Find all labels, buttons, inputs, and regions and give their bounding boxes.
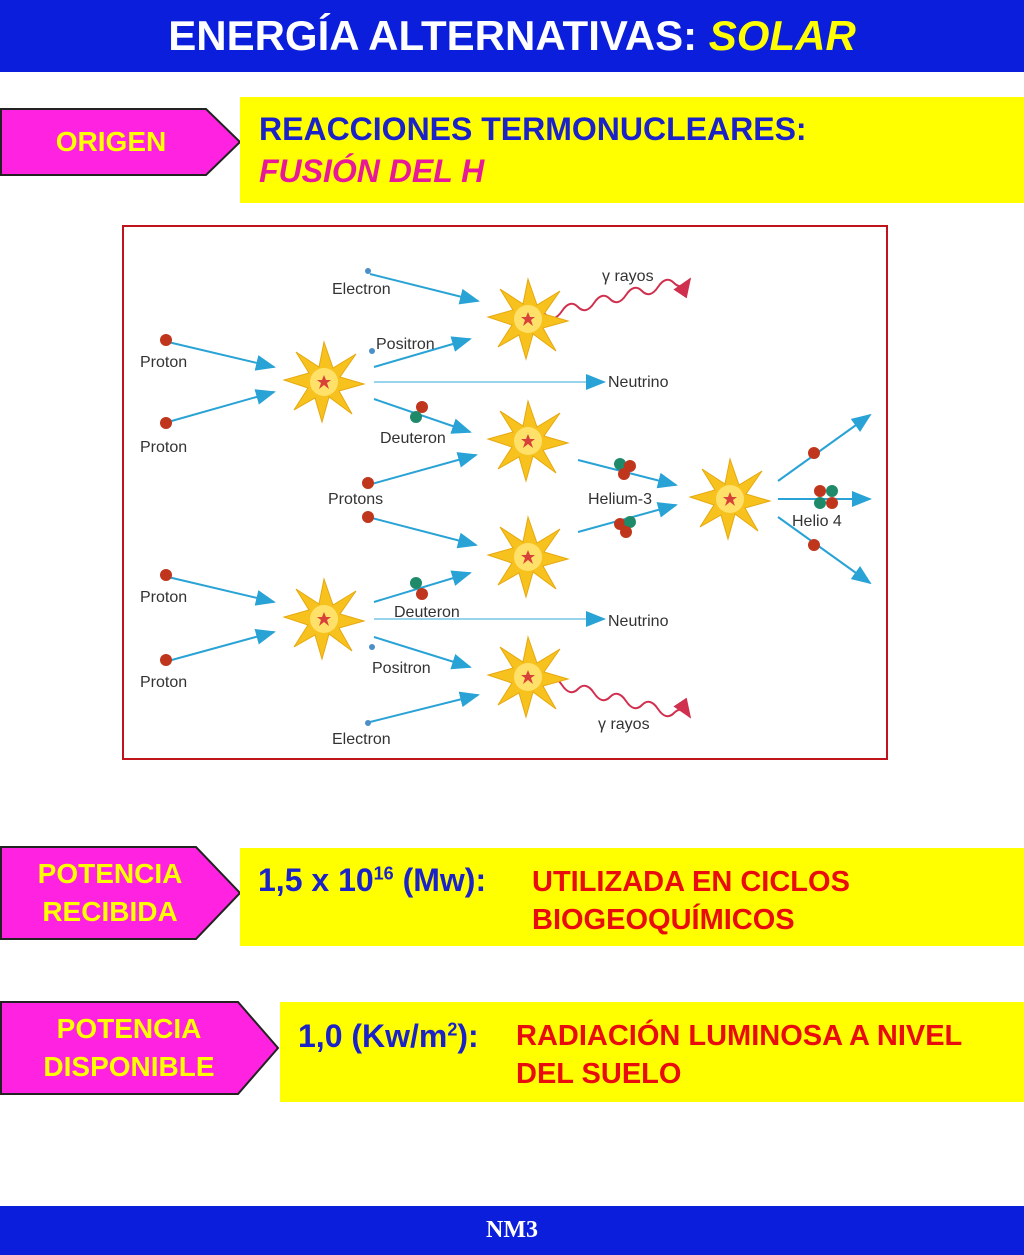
fusion-diagram: [122, 225, 888, 760]
label-proton-1: Proton: [140, 354, 188, 371]
label-positron-top: Positron: [376, 336, 435, 353]
origin-box: [240, 97, 1024, 203]
page-title: [0, 0, 1024, 72]
label-gamma-bottom: γ rayos: [598, 716, 650, 733]
potencia-recibida-value-exp: 16: [373, 863, 394, 884]
label-helium3: Helium-3: [588, 491, 653, 508]
label-positron-bottom: Positron: [372, 660, 431, 677]
origin-line2: FUSIÓN DEL H: [259, 153, 485, 189]
potencia-recibida-box: [240, 848, 1024, 946]
potencia-recibida-value-prefix: 1,5 x 10: [258, 862, 374, 898]
potencia-disponible-tag-text: [0, 1001, 258, 1095]
origin-tag-label: ORIGEN: [55, 126, 167, 157]
label-electron-top: Electron: [332, 281, 391, 298]
reaction-arrows: [168, 274, 870, 722]
label-helio4: Helio 4: [792, 513, 842, 530]
potencia-disponible-tag-line1: POTENCIA: [56, 1013, 202, 1044]
potencia-recibida-tag-text: [0, 846, 220, 940]
potencia-recibida-value-suffix: (Mw):: [393, 862, 487, 898]
title-main: ENERGÍA ALTERNATIVAS:: [168, 12, 698, 59]
label-neutrino-top: Neutrino: [608, 374, 669, 391]
origin-tag: [0, 108, 242, 176]
origin-line1: REACCIONES TERMONUCLEARES:: [259, 111, 807, 147]
label-deuteron-bottom: Deuteron: [394, 604, 460, 621]
potencia-disponible-desc-line1: RADIACIÓN LUMINOSA A NIVEL: [516, 1020, 963, 1052]
potencia-disponible-desc-line2: DEL SUELO: [516, 1058, 682, 1090]
label-neutrino-bottom: Neutrino: [608, 613, 669, 630]
label-protons: Protons: [328, 491, 384, 508]
potencia-recibida-tag-line1: POTENCIA: [37, 858, 183, 889]
potencia-disponible-box: [280, 1002, 1024, 1102]
potencia-recibida-desc-line1: UTILIZADA EN CICLOS: [532, 866, 850, 898]
potencia-disponible-value-exp: 2: [447, 1019, 458, 1040]
potencia-disponible-tag-line2: DISPONIBLE: [43, 1051, 215, 1082]
potencia-recibida-tag-line2: RECIBIDA: [42, 896, 178, 927]
label-deuteron-top: Deuteron: [380, 430, 446, 447]
potencia-recibida-desc-line2: BIOGEOQUÍMICOS: [532, 904, 795, 936]
label-proton-4: Proton: [140, 674, 188, 691]
label-proton-3: Proton: [140, 589, 188, 606]
label-gamma-top: γ rayos: [602, 268, 654, 285]
potencia-disponible-tag: [0, 1001, 280, 1095]
label-electron-bottom: Electron: [332, 731, 391, 748]
title-accent: SOLAR: [708, 12, 856, 59]
potencia-recibida-value: [258, 862, 486, 899]
potencia-disponible-value: [298, 1018, 479, 1055]
potencia-disponible-value-suffix: ):: [457, 1018, 479, 1054]
footer: [0, 1206, 1024, 1255]
label-proton-2: Proton: [140, 439, 188, 456]
footer-label: NM3: [486, 1217, 538, 1243]
potencia-recibida-tag: [0, 846, 242, 940]
fusion-diagram-svg: [124, 227, 886, 758]
potencia-disponible-value-prefix: 1,0 (Kw/m: [298, 1018, 448, 1054]
